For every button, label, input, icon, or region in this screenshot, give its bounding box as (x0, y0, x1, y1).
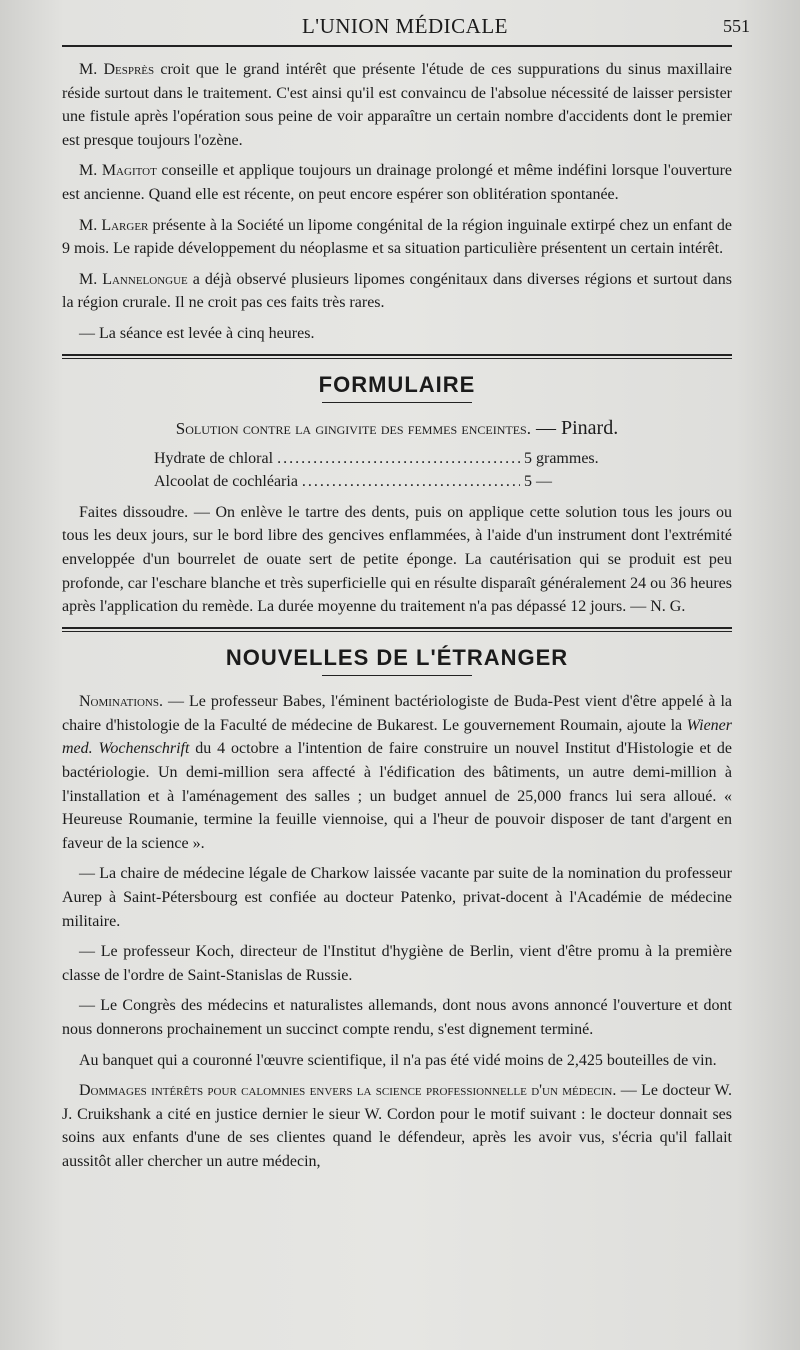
paragraph-text: a déjà observé plusieurs lipomes congénitaux dans diverses régions et surtout dans la région crurale. Il ne croit pas ces faits très rares. (62, 270, 732, 312)
leader-dots (277, 447, 520, 471)
ingredient-name: Alcoolat de cochléaria (154, 472, 298, 490)
paragraph (62, 159, 732, 206)
recipe-name: Solution contre la gingivite des femmes enceintes. (175, 419, 531, 439)
section-title-formulaire: FORMULAIRE (318, 371, 476, 397)
news-lead: Dommages intérêts pour calomnies envers la science professionnelle d'un médecin. (79, 1082, 617, 1100)
paragraph (62, 58, 732, 152)
paragraph-text: présente à la Société un lipome congénital de la région inguinale extirpé chez un enfant de 9 mois. Le rapide développement du néoplasme et sa situation particulière présentent un certain intérêt. (62, 216, 733, 258)
news-item: — Le Congrès des médecins et naturalistes allemands, dont nous avons annoncé l'ouverture et dont nous donnerons prochainement un succinct compte rendu, s'est dignement terminé. (62, 997, 732, 1038)
ingredient-list (154, 447, 624, 493)
ingredient-name: Hydrate de chloral (154, 449, 274, 467)
news-item: Au banquet qui a couronné l'œuvre scientifique, il n'a pas été vidé moins de 2,425 bouteilles de vin. (79, 1051, 717, 1069)
news-item (62, 1079, 732, 1173)
speaker-name: M. Magitot (79, 162, 157, 180)
news-item (62, 690, 732, 855)
title-underline (322, 675, 472, 676)
recipe-title (62, 417, 732, 441)
ingredient-quantity: 5 grammes. (524, 449, 599, 467)
ingredient-quantity: 5 — (524, 472, 552, 490)
speaker-name: M. Lannelongue (79, 270, 188, 288)
section-title-nouvelles: NOUVELLES DE L'ÉTRANGER (225, 644, 569, 670)
header-rule (62, 45, 732, 47)
running-header (60, 14, 750, 40)
news-text: — Le professeur Babes, l'éminent bactériologiste de Buda-Pest vient d'être appelé à la chaire d'histologie de la Faculté de médecine de Bukarest. Le gouvernement Roumain, ajoute la (62, 693, 732, 734)
news-text: du 4 octobre a l'intention de faire construire un nouvel Institut d'Histologie et de bactériologie. Un demi-million sera affecté à l'édification des bâtiments, un autre demi-million à l'installation et à l'aménagement des salles ; un budget annuel de 25,000 francs lui sera alloué. « Heureuse Roumanie, termine la feuille viennoise, qui a l'heur de pouvoir disposer de tant d'argent en faveur de la science ». (62, 740, 733, 852)
speaker-name: M. Larger (79, 216, 149, 234)
paragraph (62, 268, 732, 315)
news-item: — Le professeur Koch, directeur de l'Institut d'hygiène de Berlin, vient d'être promu à la première classe de l'ordre de Saint-Stanislas de Russie. (62, 943, 732, 984)
recipe-author: — Pinard. (530, 417, 619, 440)
news-text: — Le docteur W. J. Cruikshank a cité en justice dernier le sieur W. Cordon pour le motif suivant : le docteur donnait ses soins aux enfants d'une de ses clientes quand le défendeur, après les avoir vus, s'écria qu'il fallait aussitôt aller chercher un autre médecin, (62, 1082, 732, 1170)
news-lead: Nominations. (79, 693, 163, 711)
leader-dots (302, 470, 520, 494)
page-body (62, 58, 732, 1181)
journal-title: L'UNION MÉDICALE (301, 14, 508, 38)
speaker-name: M. Desprès (79, 61, 155, 78)
session-closing: — La séance est levée à cinq heures. (79, 324, 315, 342)
section-divider (62, 354, 732, 359)
paragraph-text: croit que le grand intérêt que présente l'étude de ces suppurations du sinus maxillaire réside surtout dans le traitement. C'est ainsi qu'il est convaincu de l'absolue nécessité de laisser persister une fistule après l'opération sous peine de voir apparaître un certain nombre d'accidents dont le premier est presque toujours l'ozène. (62, 61, 732, 149)
page-number: 551 (723, 16, 750, 36)
section-divider (62, 627, 732, 632)
ingredient-row (154, 447, 624, 470)
recipe-instructions: Faites dissoudre. — On enlève le tartre des dents, puis on applique cette solution tous les jours ou tous les deux jours, sur le bord libre des gencives enflammées, à l'aide d'un instrument dont l'extrémité enveloppée d'un bourrelet de ouate sert de petite éponge. La cautérisation qui se produit est peu profonde, car l'eschare blanche et très superficielle qui en résulte disparaît généralement 24 ou 36 heures après l'application du remède. La durée moyenne du traitement n'a pas dépassé 12 jours. — N. G. (62, 503, 732, 616)
title-underline (322, 402, 472, 403)
paragraph-text: conseille et applique toujours un drainage prolongé et même indéfini lorsque l'ouverture est ancienne. Quand elle est récente, on peut encore espérer son oblitération spontanée. (62, 162, 733, 203)
ingredient-row (154, 470, 624, 493)
journal-name: Wiener med. Wochenschrift (62, 716, 732, 758)
news-item: — La chaire de médecine légale de Charkow laissée vacante par suite de la nomination du professeur Aurep à Saint-Pétersbourg est confiée au docteur Patenko, privat-docent à l'Académie de médecine militaire. (62, 865, 732, 930)
paragraph (62, 214, 732, 261)
